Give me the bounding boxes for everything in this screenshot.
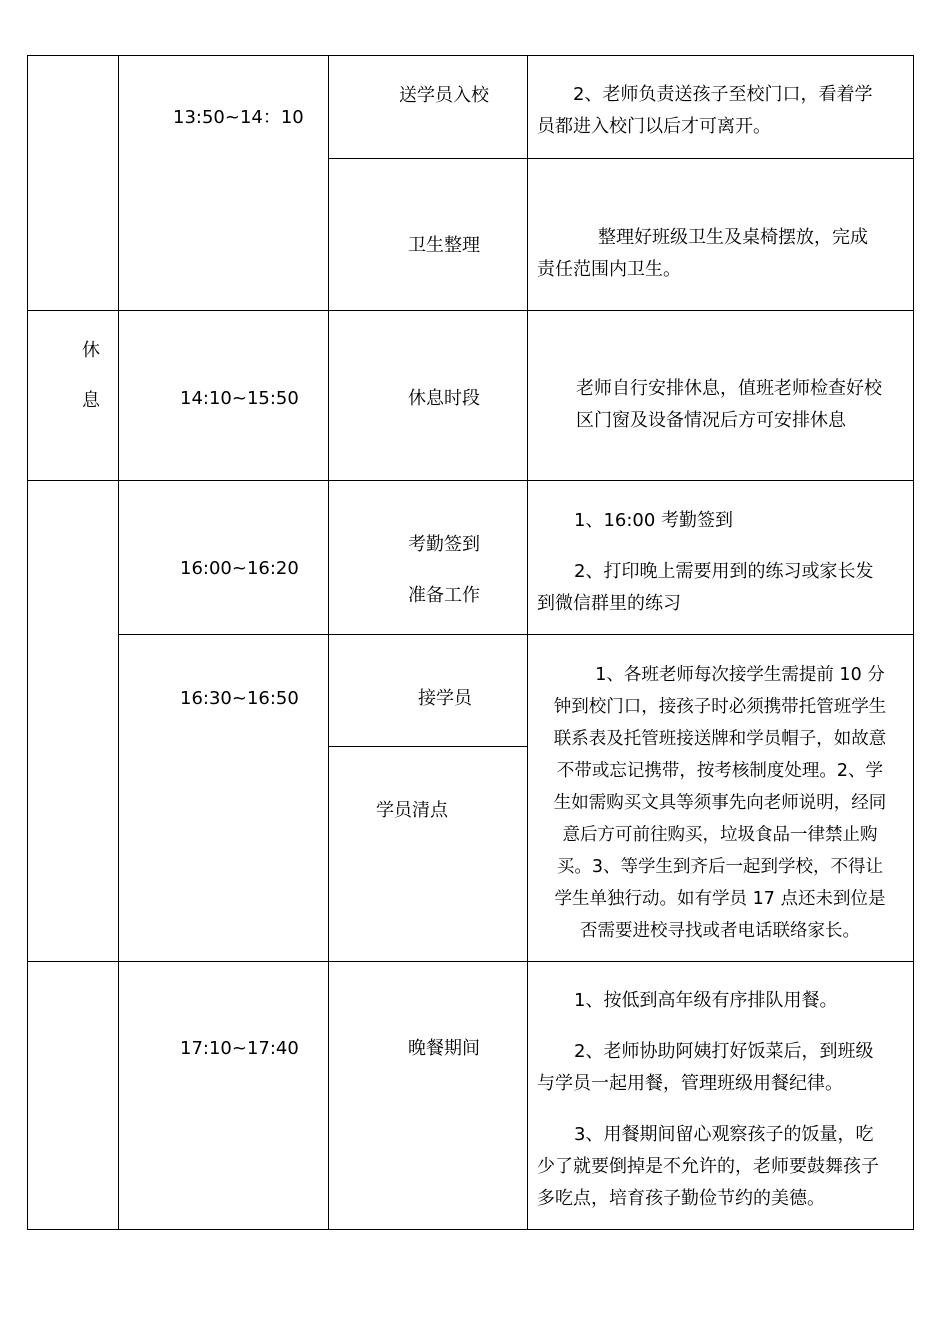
description-cell	[537, 556, 873, 620]
description-cell	[537, 1036, 873, 1100]
description-line: 2、老师协助阿姨打好饭菜后，到班级	[574, 1041, 874, 1062]
column-divider	[328, 55, 329, 1230]
description-line: 钟到校门口，接孩子时必须携带托管班学生	[553, 697, 887, 717]
task-cell: 卫生整理	[408, 235, 480, 256]
description-line: 联系表及托管班接送牌和学员帽子，如故意	[553, 729, 887, 749]
column-divider	[118, 55, 119, 1230]
table-border-left	[27, 55, 28, 1230]
row-divider	[27, 961, 914, 962]
column-divider	[527, 55, 528, 1230]
row-divider	[118, 634, 914, 635]
description-line: 意后方可前往购买，垃圾食品一律禁止购	[562, 825, 878, 845]
description-line: 1、各班老师每次接学生需提前 10 分	[595, 665, 885, 685]
task-cell: 学员清点	[376, 800, 448, 821]
row-divider	[328, 746, 528, 747]
description-line: 整理好班级卫生及桌椅摆放，完成	[598, 227, 868, 248]
task-cell: 准备工作	[408, 585, 480, 606]
row-divider	[27, 310, 914, 311]
row-divider	[328, 158, 914, 159]
description-line: 到微信群里的练习	[537, 593, 681, 614]
description-cell	[530, 659, 910, 947]
time-cell: 14:10~15:50	[180, 388, 299, 409]
task-cell: 送学员入校	[399, 85, 489, 106]
table-border-top	[27, 55, 914, 56]
task-cell: 晚餐期间	[408, 1038, 480, 1059]
description-line: 1、16:00 考勤签到	[574, 510, 734, 531]
task-cell: 休息时段	[408, 388, 480, 409]
description-line: 区门窗及设备情况后方可安排休息	[576, 410, 846, 431]
description-line: 少了就要倒掉是不允许的，老师要鼓舞孩子	[537, 1156, 879, 1177]
table-border-right	[913, 55, 914, 1230]
task-cell: 接学员	[418, 688, 472, 709]
task-cell: 考勤签到	[408, 534, 480, 555]
description-cell	[576, 373, 882, 437]
description-line: 与学员一起用餐，管理班级用餐纪律。	[537, 1073, 843, 1094]
description-line: 员都进入校门以后才可离开。	[537, 116, 771, 137]
description-cell	[537, 222, 868, 286]
table-border-bottom	[27, 1229, 914, 1230]
time-cell: 16:30~16:50	[180, 688, 299, 709]
description-line: 1、按低到高年级有序排队用餐。	[574, 990, 838, 1011]
description-cell	[537, 1119, 879, 1215]
period-label: 休	[82, 340, 100, 361]
description-line: 否需要进校寻找或者电话联络家长。	[580, 921, 860, 941]
description-line: 2、老师负责送孩子至校门口，看着学	[573, 84, 873, 105]
description-line: 责任范围内卫生。	[537, 259, 681, 280]
description-cell	[537, 79, 872, 143]
time-cell: 17:10~17:40	[180, 1038, 299, 1059]
description-line: 3、用餐期间留心观察孩子的饭量，吃	[574, 1124, 874, 1145]
description-line: 买。3、等学生到齐后一起到学校，不得让	[556, 857, 884, 877]
description-line: 多吃点，培育孩子勤俭节约的美德。	[537, 1188, 825, 1209]
period-label: 息	[82, 390, 100, 411]
description-line: 学生单独行动。如有学员 17 点还未到位是	[554, 889, 886, 909]
description-line: 生如需购买文具等须事先向老师说明，经同	[553, 793, 887, 813]
time-cell: 16:00~16:20	[180, 558, 299, 579]
description-line: 不带或忘记携带，按考核制度处理。2、学	[556, 761, 884, 781]
time-cell: 13:50~14：10	[173, 107, 304, 128]
row-divider	[27, 480, 914, 481]
description-line: 2、打印晚上需要用到的练习或家长发	[574, 561, 874, 582]
description-line: 老师自行安排休息，值班老师检查好校	[576, 378, 882, 399]
